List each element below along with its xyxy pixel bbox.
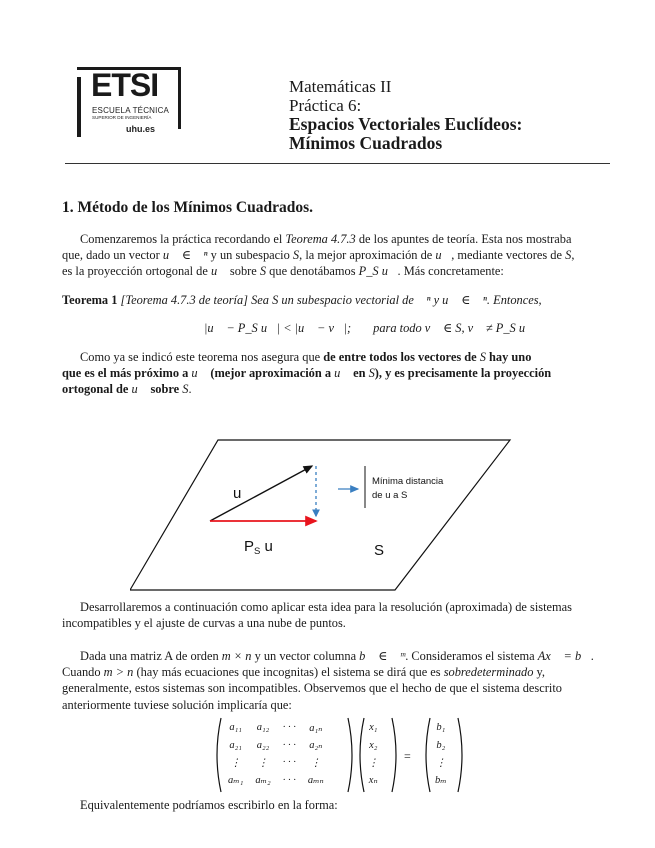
matrix-a-entry: ⋮ xyxy=(310,757,322,769)
vector-x-row xyxy=(362,737,385,755)
vector-x-entry: x₂ xyxy=(369,739,378,751)
matrix-a-entry: · · · xyxy=(282,739,296,751)
practice-title-line2: Mínimos Cuadrados xyxy=(289,133,443,153)
practice-number: Práctica 6: xyxy=(289,96,362,115)
application-paragraph: Desarrollaremos a continuación como aplicar esta idea para la resolución (aproximada) de sistemas incompatibles y el ajuste de curvas a una nube de puntos. xyxy=(62,600,572,631)
projection-label: $P_S$ u xyxy=(244,538,273,557)
box-text-line2: de u a S xyxy=(372,490,408,501)
document-header xyxy=(289,77,522,153)
header-rule xyxy=(65,163,610,164)
plane-s xyxy=(130,440,510,590)
vector-b-row xyxy=(429,719,453,737)
logo-right-bar xyxy=(178,67,181,129)
theorem-label: Teorema 1 xyxy=(62,293,118,307)
logo-superior-line: SUPERIOR DE INGENIERÍA xyxy=(92,115,152,120)
matrix-a-entry: · · · xyxy=(282,757,296,769)
matrix-a-entry: aₘ₁ xyxy=(228,775,244,787)
theorem-reference: [Teorema 4.7.3 de teoría] xyxy=(120,293,248,307)
intro-line2: que, dado un vector u⃗ ∈ ℝⁿ y un subespacio S, la mejor aproximación de u⃗, mediante vectores de S, xyxy=(62,248,575,263)
matrix-a-entry: aₘₙ xyxy=(307,775,324,787)
vector-x-entry: x₁ xyxy=(369,722,378,734)
theorem-formula: |u⃗ − P_S u⃗| < |u⃗ − v⃗|; para todo v⃗ ∈ S, v⃗ ≠ P_S u⃗ xyxy=(204,321,535,335)
vector-b-entry: b₂ xyxy=(436,739,446,751)
matrix-a-row xyxy=(222,719,330,737)
matrix-equation xyxy=(214,715,474,795)
closing-line: Equivalentemente podríamos escribirlo en la forma: xyxy=(80,798,338,812)
vector-x-entry: ⋮ xyxy=(368,757,379,769)
matrix-a-row xyxy=(222,772,330,790)
logo-school-line: ESCUELA TÉCNICA xyxy=(92,106,170,115)
matrix-a-entry: a₂₂ xyxy=(256,739,270,751)
vector-x-entry: xₙ xyxy=(368,775,378,787)
intro-paragraph xyxy=(62,231,616,280)
matrix-a-entry: a₁ₙ xyxy=(309,722,323,734)
vector-b xyxy=(429,719,453,789)
matrix-a-entry: · · · xyxy=(282,774,296,786)
matrix-a-row xyxy=(222,737,330,755)
matrix-a-entry: a₁₂ xyxy=(256,722,270,734)
matrix-a-entry: a₂₁ xyxy=(229,739,242,751)
vector-u-label: u xyxy=(233,485,242,502)
vector-b-entry: b₁ xyxy=(436,722,446,734)
matrix-a-row xyxy=(222,754,330,772)
logo-left-bar xyxy=(77,77,81,137)
vector-x-row xyxy=(362,772,385,790)
matrix-a-entry: a₁₁ xyxy=(229,722,242,734)
matrix-a xyxy=(222,719,330,789)
vector-u xyxy=(210,466,312,521)
vector-b-row xyxy=(429,754,453,772)
explanation-paragraph: Como ya se indicó este teorema nos asegura que de entre todos los vectores de S hay uno que es el más próximo a u⃗ (mejor aproximación a u⃗ en S), y es precisamente la proyección ortogonal de u⃗ sobre S. xyxy=(62,350,552,397)
matrix-a-entry: ⋮ xyxy=(230,757,241,769)
vector-b-row xyxy=(429,737,453,755)
theorem-text: Sea S un subespacio vectorial de ℝⁿ y u⃗ ∈ ℝⁿ. Entonces, xyxy=(251,293,542,307)
box-text-line1: Mínima distancia xyxy=(372,476,444,487)
section-title: 1. Método de los Mínimos Cuadrados. xyxy=(62,199,314,216)
vector-x-row xyxy=(362,719,385,737)
vector-b-entry: ⋮ xyxy=(435,757,447,769)
theorem-statement xyxy=(62,292,616,308)
practice-title-line1: Espacios Vectoriales Euclídeos: xyxy=(289,114,523,134)
plane-s-label: S xyxy=(374,542,385,559)
matrix-a-entry: aₘ₂ xyxy=(255,775,271,787)
vector-x-row xyxy=(362,754,385,772)
logo-domain: uhu.es xyxy=(126,124,156,134)
vector-b-entry: bₘ xyxy=(435,775,447,787)
projection-figure xyxy=(130,430,530,600)
course-name: Matemáticas II xyxy=(289,77,392,96)
etsi-logo xyxy=(77,67,181,139)
vector-x xyxy=(362,719,385,789)
vector-b-row xyxy=(429,772,453,790)
intro-line3: es la proyección ortogonal de u⃗ sobre S que denotábamos P_S u⃗. Más concretamente: xyxy=(62,264,504,279)
intro-line1: Comenzaremos la práctica recordando el Teorema 4.7.3 de los apuntes de teoría. Esta nos mostraba xyxy=(80,232,572,246)
theorem-ref: Teorema 4.7.3 xyxy=(285,232,356,246)
matrix-a-entry: ⋮ xyxy=(257,757,269,769)
matrix-a-entry: a₂ₙ xyxy=(309,740,323,752)
matrix-paragraph: Dada una matriz A de orden m × n y un vector columna b⃗ ∈ ℝᵐ. Consideramos el sistema Ax⃗ = b⃗. Cuando m > n (hay más ecuaciones que incognitas) el sistema se dirá que es sobredeterminado y, generalmente, estos sistemas son incompatibles. Observemos que el hecho de que el sistema descrito anteriormente tuviese solución implicaría que: xyxy=(62,649,594,712)
equals-sign: = xyxy=(404,749,411,763)
logo-brand: ETSI xyxy=(91,67,159,103)
matrix-a-entry: · · · xyxy=(282,722,296,734)
